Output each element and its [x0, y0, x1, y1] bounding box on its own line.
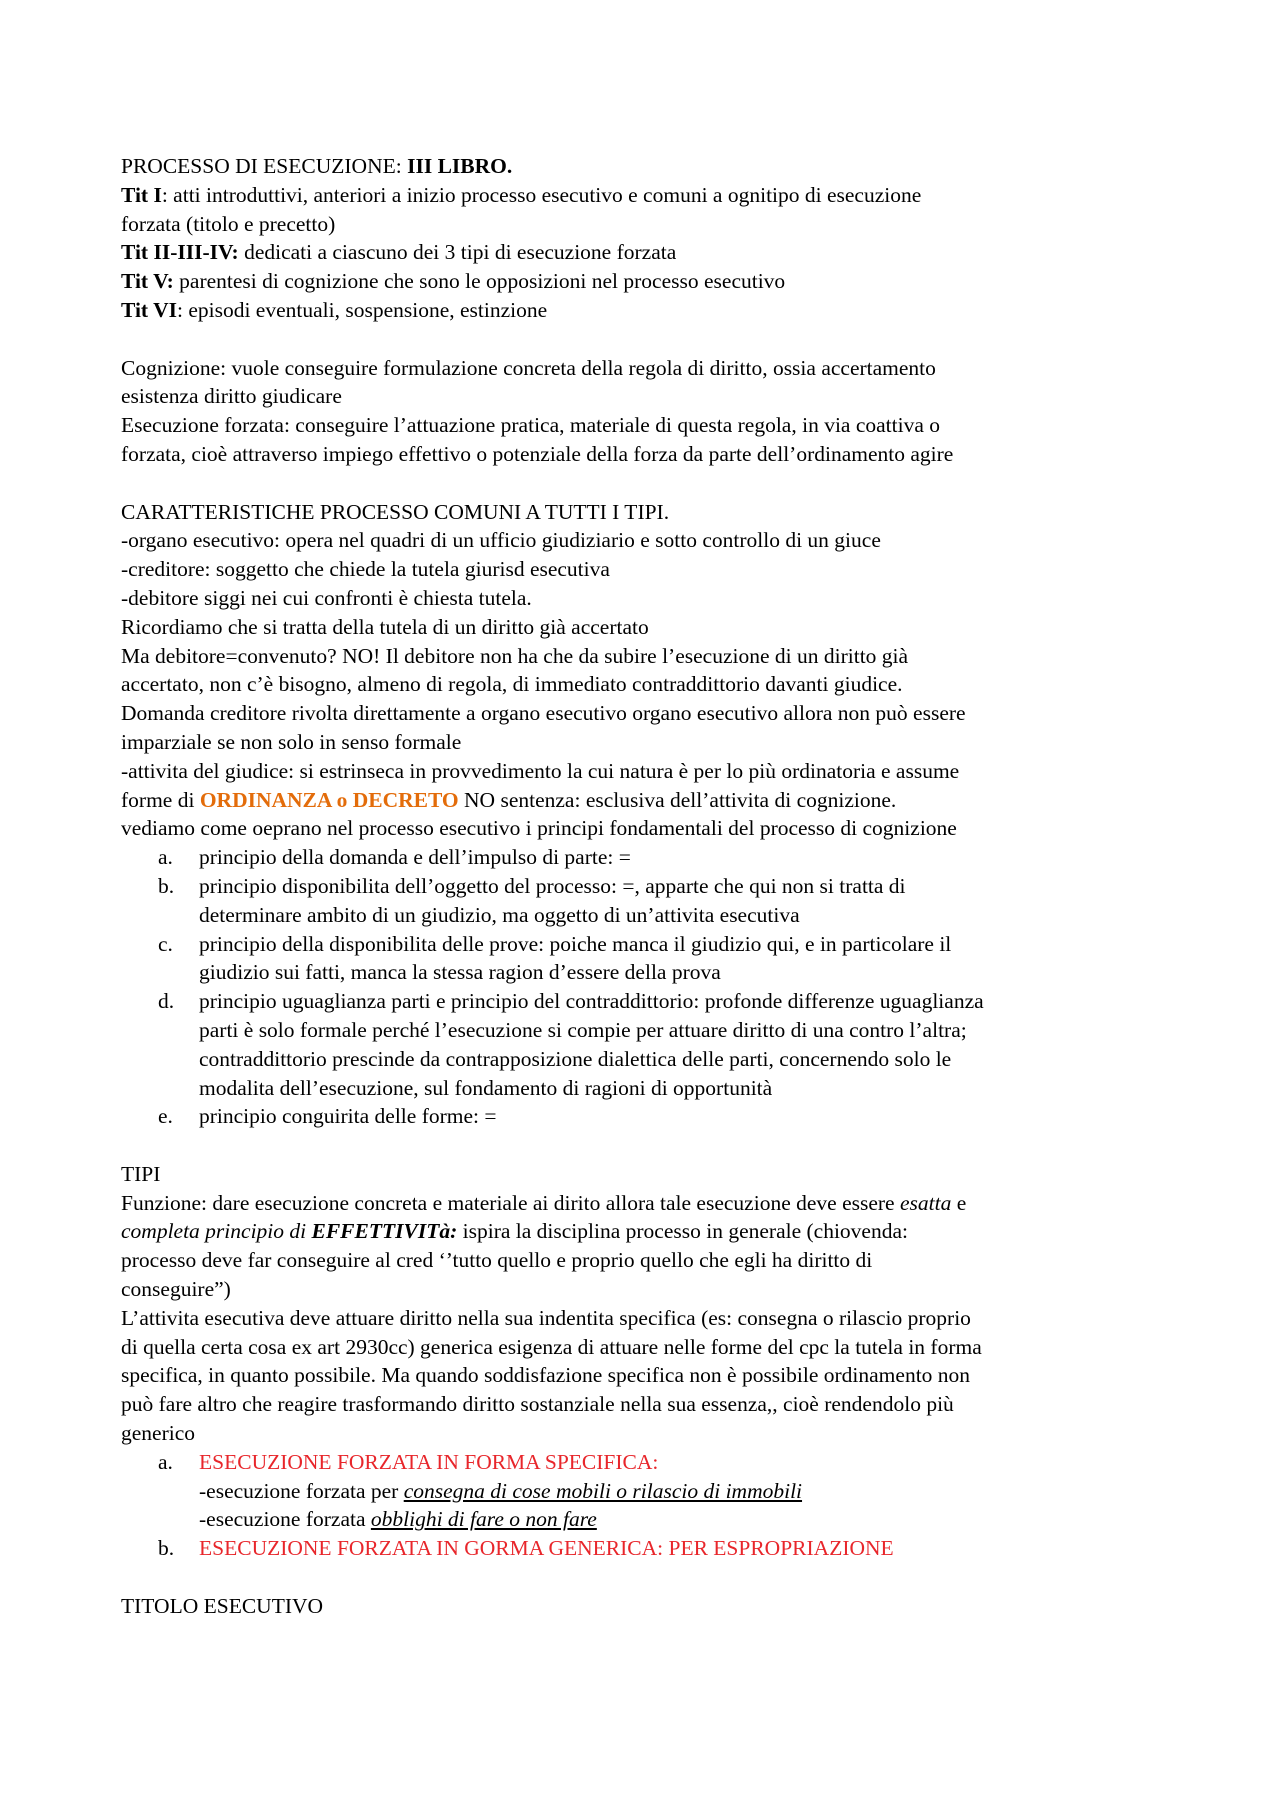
paragraph-line: -creditore: soggetto che chiede la tutela giurisd esecutiva — [121, 557, 610, 582]
paragraph-line: specifica, in quanto possibile. Ma quando soddisfazione specifica non è possibile ordinamento non — [121, 1363, 971, 1388]
list-marker: a. — [158, 1449, 173, 1474]
paragraph-line: -attivita del giudice: si estrinseca in provvedimento la cui natura è per lo più ordinatoria e assume — [121, 758, 960, 783]
section-heading: CARATTERISTICHE PROCESSO COMUNI A TUTTI I TIPI. — [121, 499, 670, 524]
tit-1-text: : atti introduttivi, anteriori a inizio processo esecutivo e comuni a ognitipo di esecuzione — [161, 182, 922, 207]
paragraph-line: -debitore siggi nei cui confronti è chiesta tutela. — [121, 585, 532, 610]
paragraph-line — [121, 1217, 1171, 1246]
list-marker: c. — [158, 931, 173, 956]
tit-3-text: parentesi di cognizione che sono le opposizioni nel processo esecutivo — [173, 269, 786, 294]
text-run: forme di — [121, 787, 200, 812]
list-line — [199, 1477, 1171, 1506]
spacer — [121, 1131, 1171, 1160]
paragraph-line — [121, 786, 1171, 815]
tit-1-label: Tit I — [121, 182, 162, 207]
paragraph-line — [121, 1189, 1171, 1218]
list-line: parti è solo formale perché l’esecuzione si compie per attuare diritto di una contro l’altra; — [199, 1017, 967, 1042]
tit-2-text: dedicati a ciascuno dei 3 tipi di esecuzione forzata — [238, 240, 677, 265]
text-run: e — [951, 1190, 967, 1215]
tit-4-label: Tit VI — [121, 297, 177, 322]
title-bold: III LIBRO. — [407, 154, 513, 178]
text-run: NO sentenza: esclusiva dell’attivita di cognizione. — [458, 787, 897, 812]
tit-2-line — [121, 238, 1171, 267]
list-line: contraddittorio prescinde da contrapposizione dialettica delle parti, concernendo solo le — [199, 1046, 952, 1071]
section-heading: TITOLO ESECUTIVO — [121, 1593, 324, 1618]
text-run: ispira la disciplina processo in generale (chiovenda: — [457, 1219, 908, 1244]
tit-1-line-2: forzata (titolo e precetto) — [121, 211, 336, 236]
paragraph-line: -organo esecutivo: opera nel quadri di un ufficio giudiziario e sotto controllo di un giuce — [121, 528, 881, 553]
underlined-italic-run: obblighi di fare o non fare — [370, 1507, 597, 1532]
spacer — [121, 325, 1171, 354]
paragraph-line: accertato, non c’è bisogno, almeno di regola, di immediato contraddittorio davanti giudice. — [121, 672, 903, 697]
list-item — [121, 872, 1171, 930]
italic-run: completa principio di — [121, 1219, 312, 1244]
list-marker: a. — [158, 845, 173, 870]
paragraph-line: Domanda creditore rivolta direttamente a organo esecutivo organo esecutivo allora non può essere — [121, 701, 966, 726]
red-heading: ESECUZIONE FORZATA IN GORMA GENERICA: PER ESPROPRIAZIONE — [199, 1536, 894, 1561]
list-line: modalita dell’esecuzione, sul fondamento di ragioni di opportunità — [199, 1075, 773, 1100]
paragraph-line: può fare altro che reagire trasformando diritto sostanziale nella sua essenza,, cioè rendendolo più — [121, 1392, 954, 1417]
list-line: principio della disponibilita delle prove: poiche manca il giudizio qui, e in particolare il — [199, 931, 952, 956]
paragraph-line: esistenza diritto giudicare — [121, 384, 342, 409]
text-run: Funzione: dare esecuzione concreta e materiale ai dirito allora tale esecuzione deve essere — [121, 1190, 900, 1215]
tit-3-label: Tit V: — [121, 269, 174, 294]
list-line: principio della domanda e dell’impulso di parte: = — [199, 845, 631, 870]
italic-run: esatta — [899, 1190, 952, 1215]
section-heading: TIPI — [121, 1161, 161, 1186]
paragraph-line: forzata, cioè attraverso impiego effettivo o potenziale della forza da parte dell’ordinamento agire — [121, 441, 954, 466]
paragraph-line: processo deve far conseguire al cred ‘’tutto quello e proprio quello che egli ha diritto di — [121, 1248, 873, 1273]
list-line: determinare ambito di un giudizio, ma oggetto di un’attivita esecutiva — [199, 902, 800, 927]
paragraph-line: imparziale se non solo in senso formale — [121, 729, 462, 754]
list-line: principio disponibilita dell’oggetto del processo: =, apparte che qui non si tratta di — [199, 873, 906, 898]
list-item — [121, 843, 1171, 872]
tit-3-line — [121, 267, 1171, 296]
principles-list — [121, 843, 1171, 1131]
bold-italic-run: EFFETTIVITà: — [311, 1219, 458, 1244]
tit-4-text: : episodi eventuali, sospensione, estinzione — [176, 297, 548, 322]
red-heading: ESECUZIONE FORZATA IN FORMA SPECIFICA: — [199, 1449, 659, 1474]
title-text: PROCESSO DI ESECUZIONE: — [121, 154, 408, 178]
spacer — [121, 1563, 1171, 1592]
list-item — [121, 930, 1171, 988]
document-page — [121, 152, 1171, 1621]
paragraph-line: di quella certa cosa ex art 2930cc) generica esigenza di attuare nelle forme del cpc la tutela in forma — [121, 1334, 982, 1359]
paragraph-line: conseguire”) — [121, 1277, 231, 1302]
list-line: giudizio sui fatti, manca la stessa ragion d’essere della prova — [199, 960, 721, 985]
paragraph-line: L’attivita esecutiva deve attuare diritto nella sua indentita specifica (es: consegna o rilascio proprio — [121, 1305, 971, 1330]
list-line — [199, 1505, 1171, 1534]
text-run: -esecuzione forzata — [199, 1507, 371, 1532]
paragraph-line: generico — [121, 1421, 196, 1446]
list-item — [121, 1534, 1171, 1563]
tit-4-line — [121, 296, 1171, 325]
list-marker: b. — [158, 873, 175, 898]
list-marker: d. — [158, 989, 175, 1014]
list-item — [121, 987, 1171, 1102]
highlight-orange: ORDINANZA o DECRETO — [199, 787, 459, 812]
list-item — [121, 1102, 1171, 1131]
list-line: principio conguirita delle forme: = — [199, 1104, 497, 1129]
paragraph-line: Cognizione: vuole conseguire formulazione concreta della regola di diritto, ossia accertamento — [121, 355, 936, 380]
underlined-italic-run: consegna di cose mobili o rilascio di immobili — [403, 1478, 803, 1503]
list-marker: b. — [158, 1536, 175, 1561]
list-marker: e. — [158, 1104, 173, 1129]
spacer — [121, 469, 1171, 498]
text-run: -esecuzione forzata per — [199, 1478, 404, 1503]
paragraph-line: Esecuzione forzata: conseguire l’attuazione pratica, materiale di questa regola, in via coattiva o — [121, 413, 941, 438]
doc-title — [121, 152, 1171, 181]
tit-1-line — [121, 181, 1171, 210]
list-line: principio uguaglianza parti e principio del contraddittorio: profonde differenze uguaglianza — [199, 989, 984, 1014]
tit-2-label: Tit II-III-IV: — [121, 240, 239, 265]
paragraph-line: Ricordiamo che si tratta della tutela di un diritto già accertato — [121, 614, 649, 639]
list-item — [121, 1448, 1171, 1534]
paragraph-line: vediamo come oeprano nel processo esecutivo i principi fondamentali del processo di cognizione — [121, 816, 957, 841]
paragraph-line: Ma debitore=convenuto? NO! Il debitore non ha che da subire l’esecuzione di un diritto già — [121, 643, 909, 668]
